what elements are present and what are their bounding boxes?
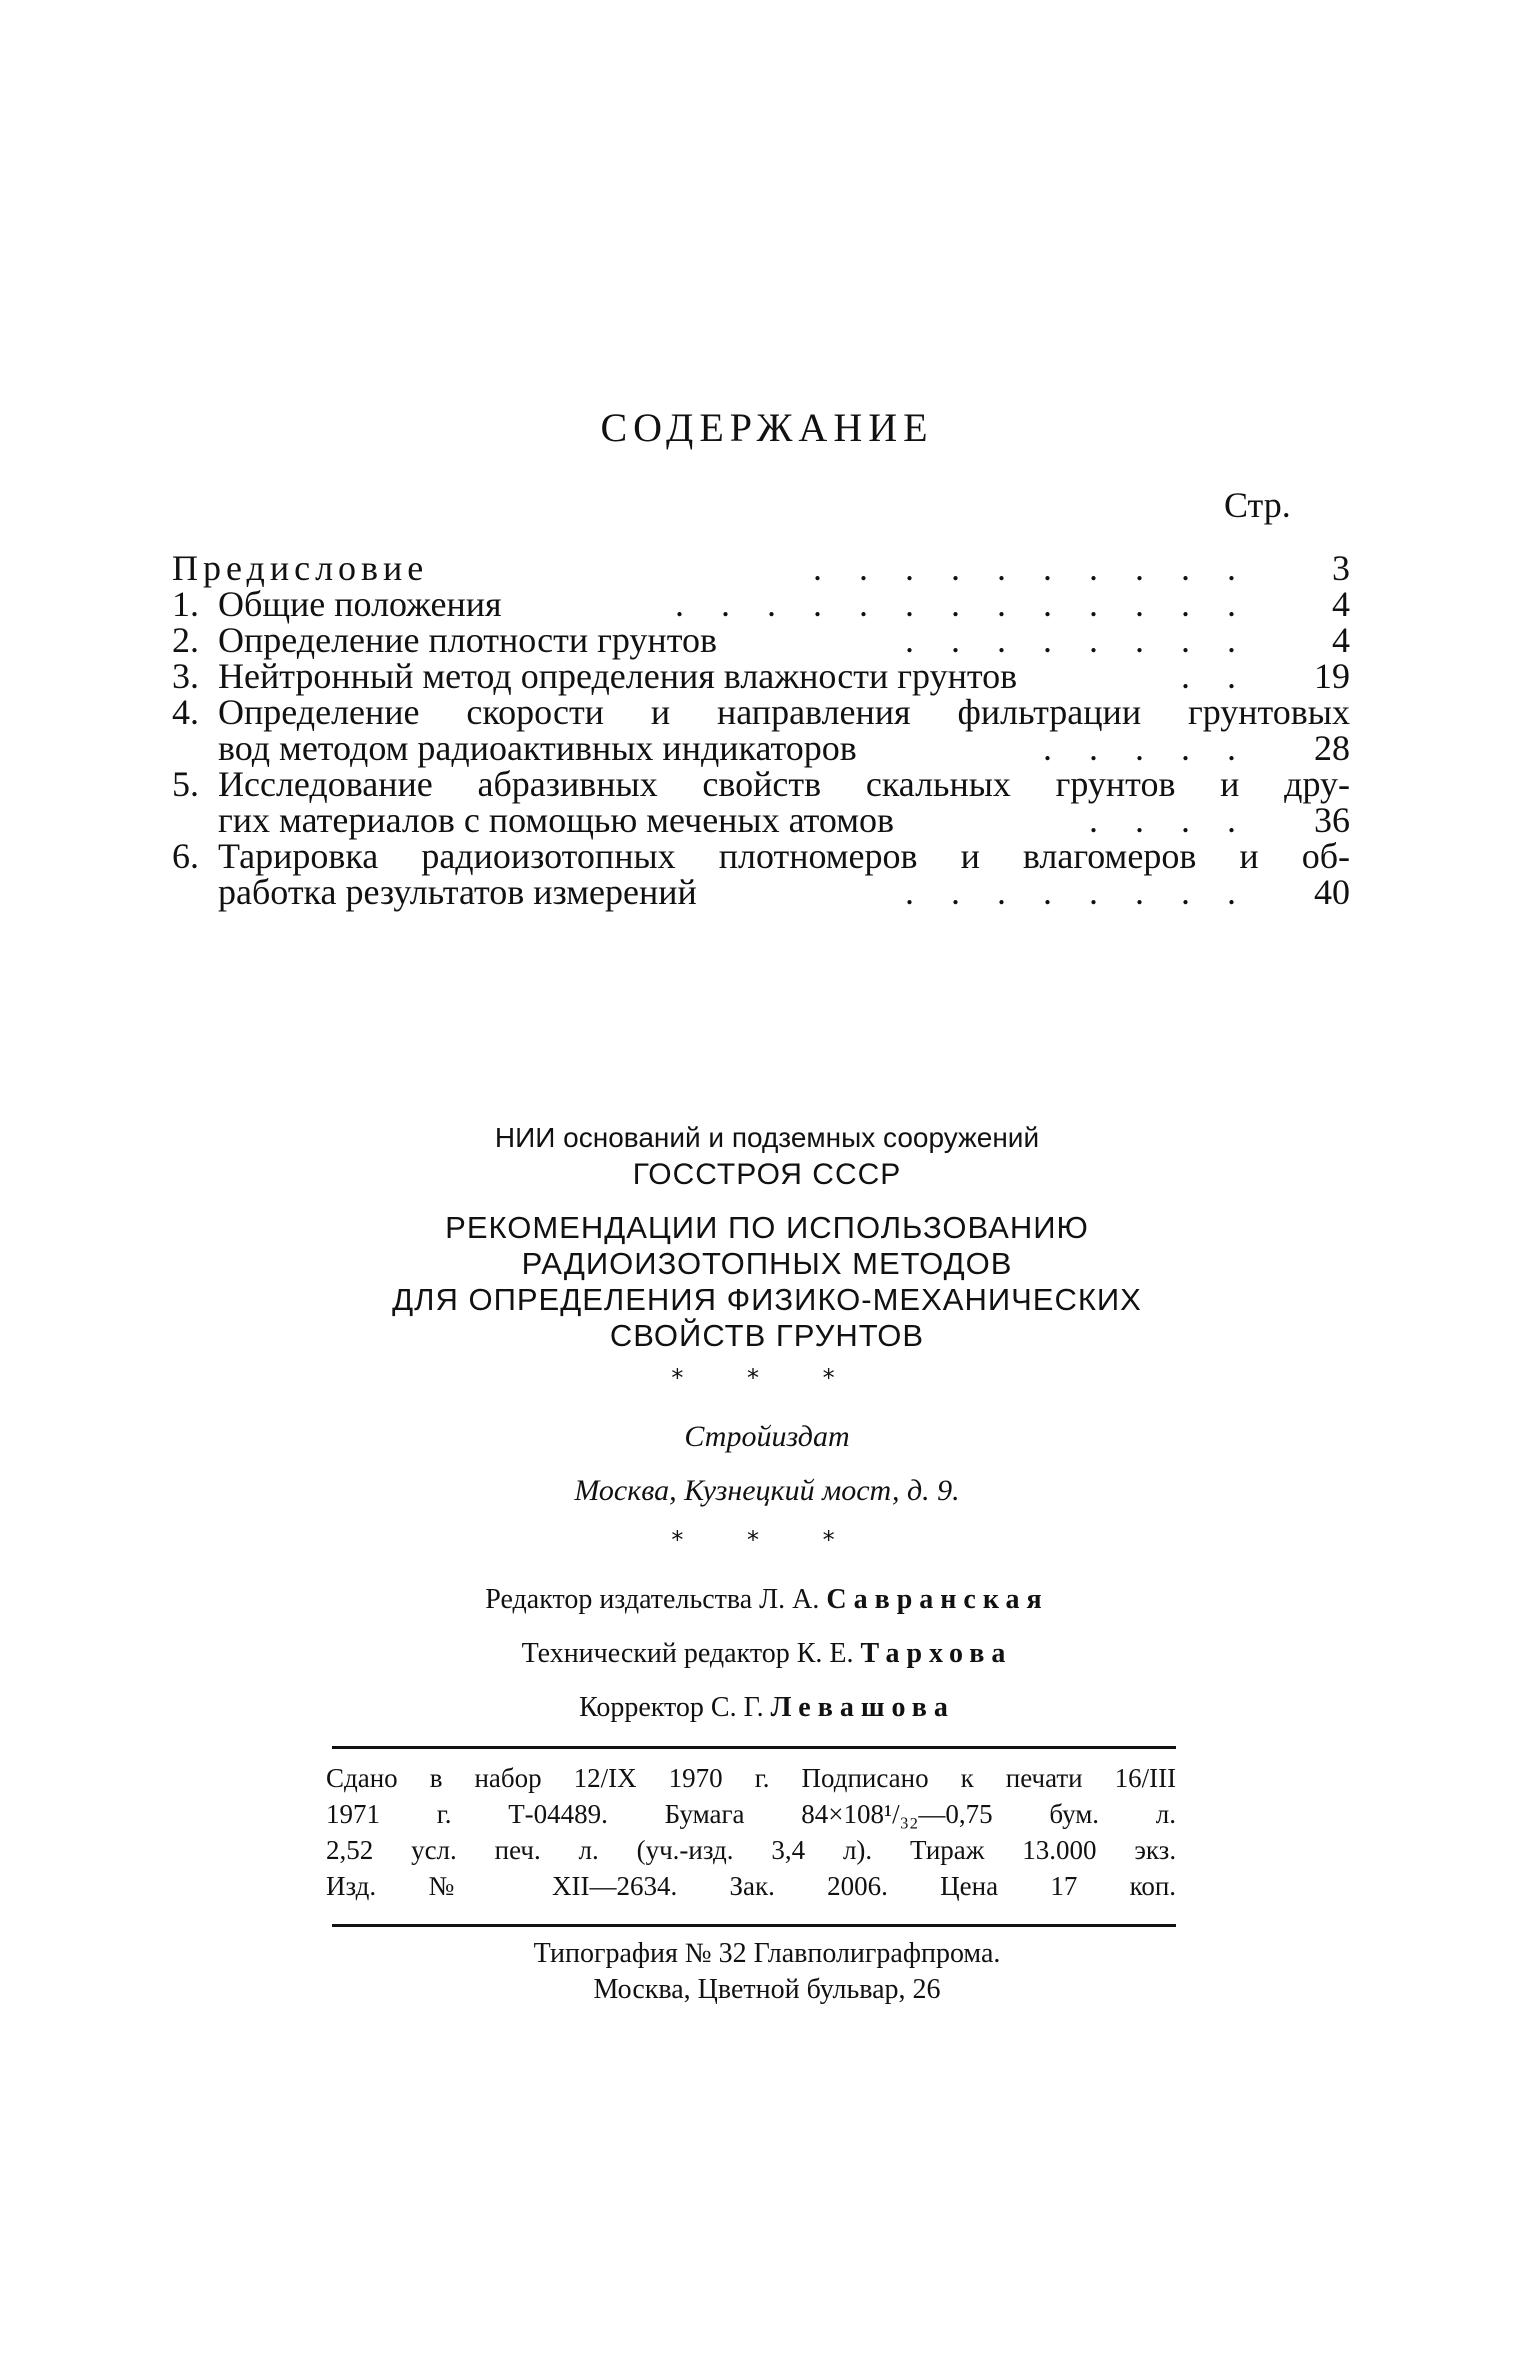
credit-role: Редактор издательства Л. А. — [485, 1584, 820, 1615]
credit-role: Корректор С. Г. — [579, 1692, 764, 1723]
leader-dots: . . . . . . . . — [905, 620, 1250, 660]
divider — [332, 1746, 1176, 1749]
leader-dots: . . . . . . . . — [905, 872, 1250, 912]
book-title-line: СВОЙСТВ ГРУНТОВ — [609, 1318, 925, 1353]
publication-line: Сдано в набор 12/IX 1970 г. Подписано к печати 16/III — [326, 1763, 1177, 1793]
toc-entry-3 — [172, 658, 1350, 694]
separator-stars: * * * — [671, 1526, 863, 1554]
credit-technical-editor — [0, 1638, 1534, 1670]
credit-role: Технический редактор К. Е. — [521, 1638, 854, 1669]
institute-name: НИИ оснований и подземных сооружений — [494, 1122, 1040, 1153]
toc-entry-text-continued: вод методом радиоактивных индикаторов — [218, 728, 857, 768]
toc-entry-text: Исследование абразивных свойств скальных грунтов и дру- — [218, 764, 1350, 804]
toc-title: СОДЕРЖАНИЕ — [600, 405, 934, 450]
toc-entry-text-continued: работка результатов измерений — [218, 872, 697, 912]
toc-entry-4 — [172, 694, 1350, 766]
table-of-contents — [172, 550, 1350, 910]
toc-entry-5 — [172, 766, 1350, 838]
toc-entry-text: Предисловие — [172, 548, 429, 588]
book-title-line: ДЛЯ ОПРЕДЕЛЕНИЯ ФИЗИКО-МЕХАНИЧЕСКИХ — [392, 1282, 1142, 1317]
toc-entry-text: Тарировка радиоизотопных плотномеров и влагомеров и об- — [218, 836, 1350, 876]
toc-entry-number: 3. — [172, 656, 199, 696]
toc-entry-number: 4. — [172, 692, 199, 732]
toc-entry-page: 19 — [1314, 656, 1350, 696]
leader-dots: . . . . — [1089, 800, 1250, 840]
toc-entry-page: 3 — [1332, 548, 1350, 588]
publication-details — [326, 1760, 1176, 1904]
printer-name: Типография № 32 Главполиграфпрома. — [533, 1938, 1001, 1969]
publication-line: 2,52 усл. печ. л. (уч.-изд. 3,4 л). Тираж 13.000 экз. — [326, 1835, 1177, 1865]
toc-entry-text: Нейтронный метод определения влажности грунтов — [218, 656, 1018, 696]
leader-dots: . . . . . . . . . . — [813, 548, 1250, 588]
toc-entry-number: 1. — [172, 584, 199, 624]
toc-entry-page: 40 — [1314, 872, 1350, 912]
toc-entry-text: Общие положения — [218, 584, 502, 624]
toc-page-column-header: Стр. — [1224, 485, 1291, 525]
credit-proofreader — [0, 1692, 1534, 1724]
credit-person: Савранская — [826, 1584, 1049, 1615]
book-title-line: РЕКОМЕНДАЦИИ ПО ИСПОЛЬЗОВАНИЮ — [445, 1210, 1089, 1245]
toc-entry-page: 36 — [1314, 800, 1350, 840]
leader-dots: . . . . . . . . . . . . . — [675, 584, 1250, 624]
publication-line: Изд. № XII—2634. Зак. 2006. Цена 17 коп. — [326, 1871, 1177, 1901]
credit-person: Тархова — [860, 1638, 1013, 1669]
printer-address: Москва, Цветной бульвар, 26 — [593, 1974, 941, 2005]
toc-entry-2 — [172, 622, 1350, 658]
toc-entry-page: 4 — [1332, 584, 1350, 624]
toc-entry-page: 28 — [1314, 728, 1350, 768]
institute-affiliation: ГОССТРОЯ СССР — [632, 1158, 902, 1191]
toc-entry-6 — [172, 838, 1350, 910]
book-title-line: РАДИОИЗОТОПНЫХ МЕТОДОВ — [521, 1246, 1013, 1281]
publisher-name: Стройиздат — [684, 1420, 850, 1453]
toc-entry-text-continued: гих материалов с помощью меченых атомов — [218, 800, 895, 840]
toc-entry-page: 4 — [1332, 620, 1350, 660]
toc-entry-number: 6. — [172, 836, 199, 876]
toc-entry-preface — [172, 550, 1350, 586]
publisher-address: Москва, Кузнецкий мост, д. 9. — [574, 1474, 960, 1507]
toc-entry-number: 2. — [172, 620, 199, 660]
credit-editor — [0, 1584, 1534, 1616]
publication-line: 1971 г. Т-04489. Бумага 84×108¹/₃₂—0,75 бум. л. — [326, 1799, 1176, 1829]
leader-dots: . . . . . — [1043, 728, 1250, 768]
toc-entry-1 — [172, 586, 1350, 622]
credit-person: Левашова — [770, 1692, 955, 1723]
leader-dots: . . — [1181, 656, 1250, 696]
separator-stars: * * * — [671, 1364, 863, 1392]
toc-entry-text: Определение скорости и направления фильтрации грунтовых — [218, 692, 1350, 732]
toc-entry-number: 5. — [172, 764, 199, 804]
divider — [332, 1924, 1176, 1927]
toc-entry-text: Определение плотности грунтов — [218, 620, 717, 660]
